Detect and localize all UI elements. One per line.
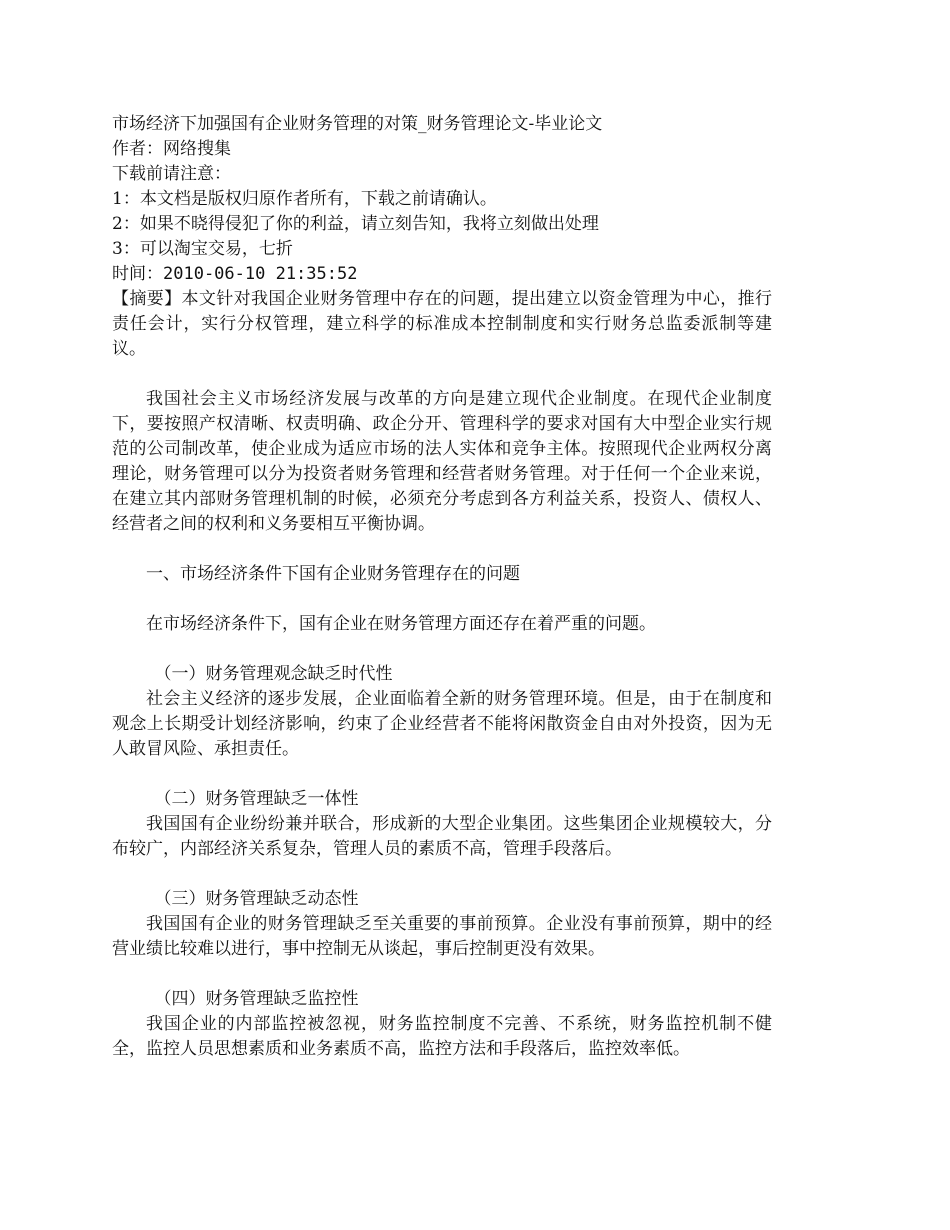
intro-paragraph: 我国社会主义市场经济发展与改革的方向是建立现代企业制度。在现代企业制度下，要按照产权清晰、权责明确、政企分开、管理科学的要求对国有大中型企业实行规范的公司制改革，使企业成为适应市场的法人实体和竞争主体。按照现代企业两权分离理论，财务管理可以分为投资者财务管理和经营者财务管理。对于任何一个企业来说，在建立其内部财务管理机制的时候，必须充分考虑到各方利益关系，投资人、债权人、经营者之间的权利和义务要相互平衡协调。 bbox=[112, 389, 772, 534]
subsection-heading-2: （二）财务管理缺乏一体性 bbox=[154, 789, 359, 809]
spacer bbox=[112, 962, 772, 987]
subsection-paragraph-1: 社会主义经济的逐步发展，企业面临着全新的财务管理环境。但是，由于在制度和观念上长期受计划经济影响，约束了企业经营者不能将闲散资金自由对外投资，因为无人敢冒风险、承担责任。 bbox=[112, 689, 772, 759]
subsection-paragraph-4: 我国企业的内部监控被忽视，财务监控制度不完善、不系统，财务监控机制不健全，监控人员思想素质和业务素质不高，监控方法和手段落后，监控效率低。 bbox=[112, 1014, 772, 1059]
subsection-heading-4: （四）财务管理缺乏监控性 bbox=[154, 989, 359, 1009]
section-heading-1: 一、市场经济条件下国有企业财务管理存在的问题 bbox=[146, 564, 520, 584]
notice-item-1: 1：本文档是版权归原作者所有，下载之前请确认。 bbox=[112, 189, 497, 209]
notice-item-2: 2：如果不晓得侵犯了你的利益，请立刻告知，我将立刻做出处理 bbox=[112, 214, 599, 234]
section-intro-paragraph: 在市场经济条件下，国有企业在财务管理方面还存在着严重的问题。 bbox=[146, 614, 656, 634]
spacer bbox=[112, 762, 772, 787]
subsection-paragraph-3: 我国国有企业的财务管理缺乏至关重要的事前预算。企业没有事前预算，期中的经营业绩比较难以进行，事中控制无从谈起，事后控制更没有效果。 bbox=[112, 914, 772, 959]
spacer bbox=[112, 362, 772, 387]
spacer bbox=[112, 637, 772, 662]
timestamp-line: 时间：2010-06-10 21:35:52 bbox=[112, 264, 358, 284]
spacer bbox=[112, 587, 772, 612]
document-title: 市场经济下加强国有企业财务管理的对策_财务管理论文-毕业论文 bbox=[112, 114, 603, 134]
notice-item-3: 3：可以淘宝交易，七折 bbox=[112, 239, 293, 259]
spacer bbox=[112, 537, 772, 562]
subsection-paragraph-2: 我国国有企业纷纷兼并联合，形成新的大型企业集团。这些集团企业规模较大，分布较广，内部经济关系复杂，管理人员的素质不高，管理手段落后。 bbox=[112, 814, 772, 859]
subsection-heading-3: （三）财务管理缺乏动态性 bbox=[154, 889, 359, 909]
document-page bbox=[112, 112, 772, 1062]
author-line: 作者：网络搜集 bbox=[112, 139, 231, 159]
spacer bbox=[112, 862, 772, 887]
subsection-heading-1: （一）财务管理观念缺乏时代性 bbox=[154, 664, 393, 684]
notice-heading: 下载前请注意： bbox=[112, 164, 231, 184]
abstract-paragraph: 【摘要】本文针对我国企业财务管理中存在的问题，提出建立以资金管理为中心，推行责任会计，实行分权管理，建立科学的标准成本控制制度和实行财务总监委派制等建议。 bbox=[112, 289, 772, 359]
